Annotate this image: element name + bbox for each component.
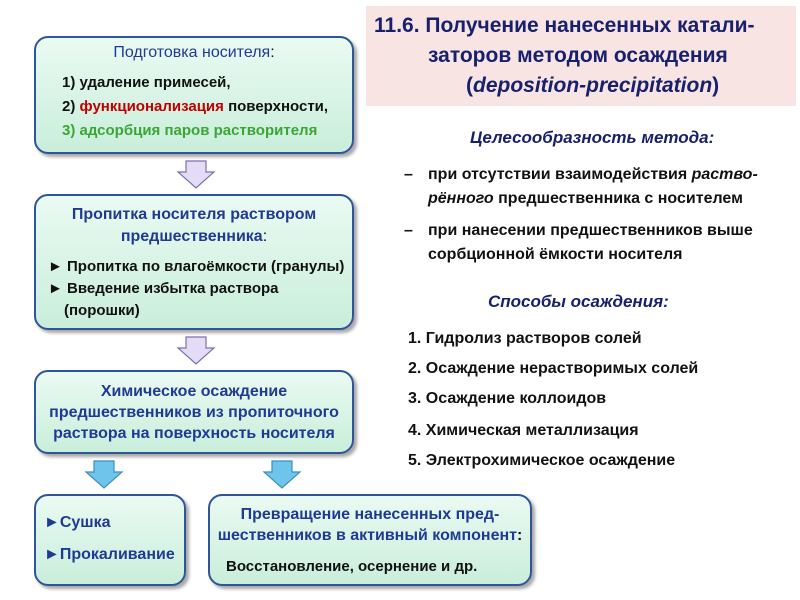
method-item-3: 3. Осаждение коллоидов	[408, 390, 607, 407]
step-impregnation	[34, 194, 354, 330]
method-item-5: 5. Электрохимическое осаждение	[408, 452, 676, 469]
step2-header: Пропитка носителя раствором предшественника:	[71, 206, 317, 245]
advantages-dash-1: –	[404, 166, 413, 183]
advantages-item-1-cont: рённого предшественника с носителем	[428, 190, 743, 207]
step1-item-3: 3) адсорбция паров растворителя	[62, 122, 318, 139]
advantages-item-2-cont: сорбционной ёмкости носителя	[428, 246, 683, 263]
method-item-2: 2. Осаждение нерастворимых солей	[408, 360, 699, 377]
methods-heading: Способы осаждения:	[488, 292, 669, 311]
step-chemical-deposition	[34, 370, 354, 454]
step5-detail: Восстановление, осернение и др.	[226, 558, 478, 575]
step5-header: Превращение нанесенных пред- шественников в активный компонент:	[217, 506, 523, 544]
advantages-item-1: при отсутствии взаимодействия раство-	[428, 166, 758, 183]
title-line-3: (deposition-precipitation)	[466, 74, 720, 97]
down-arrow-4	[262, 460, 302, 490]
step-drying-calcination	[34, 494, 186, 586]
title-panel	[366, 6, 796, 106]
down-arrow-3	[84, 460, 124, 490]
step2-item-2-cont: (порошки)	[64, 302, 140, 319]
step1-item-1: 1) удаление примесей,	[62, 74, 231, 91]
title-line-1: 11.6. Получение нанесенных катали-	[374, 14, 755, 37]
title-line-2: заторов методом осаждения	[428, 44, 728, 67]
method-item-1: 1. Гидролиз растворов солей	[408, 330, 642, 347]
down-arrow-1	[176, 160, 216, 190]
step2-item-2: ► Введение избытка раствора	[48, 280, 279, 297]
step4-item-2: ►Прокаливание	[44, 546, 175, 563]
step-support-preparation	[34, 36, 354, 154]
step2-item-1: ► Пропитка по влагоёмкости (гранулы)	[48, 258, 345, 275]
advantages-heading: Целесообразность метода:	[470, 128, 715, 147]
step1-item-2: 2) функционализация поверхности,	[62, 98, 329, 115]
step-conversion	[208, 494, 532, 586]
advantages-item-2: при нанесении предшественников выше	[428, 222, 753, 239]
method-item-4: 4. Химическая металлизация	[408, 422, 639, 439]
advantages-dash-2: –	[404, 222, 413, 239]
down-arrow-2	[176, 336, 216, 366]
step3-text: Химическое осаждение предшественников из пропиточного раствора на поверхность носителя	[49, 383, 339, 442]
step1-header: Подготовка носителя:	[113, 44, 275, 61]
step4-item-1: ►Сушка	[44, 514, 111, 531]
